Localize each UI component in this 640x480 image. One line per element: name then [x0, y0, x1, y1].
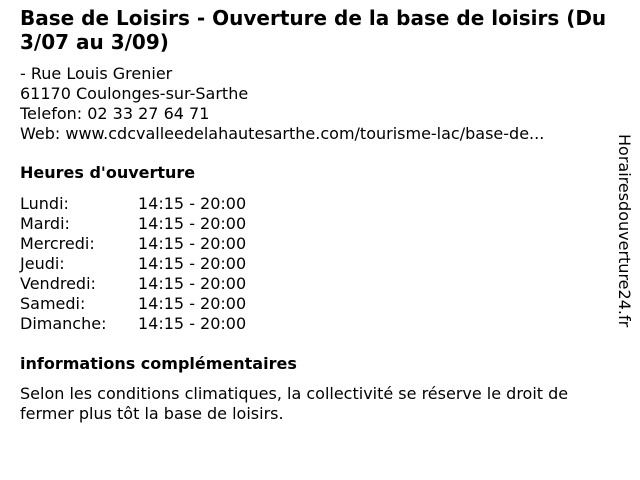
day-label: Dimanche:	[20, 314, 107, 333]
address-block	[20, 64, 610, 144]
time-range: 14:15 - 20:00	[138, 314, 247, 333]
hours-row-wednesday	[20, 234, 246, 254]
hours-heading: Heures d'ouverture	[20, 163, 196, 182]
time-range: 14:15 - 20:00	[138, 294, 247, 313]
time-range: 14:15 - 20:00	[138, 274, 247, 293]
street-line: - Rue Louis Grenier	[20, 64, 173, 83]
page-title: Base de Loisirs - Ouverture de la base de loisirs (Du 3/07 au 3/09)	[20, 6, 607, 54]
hours-row-friday	[20, 274, 246, 294]
time-range: 14:15 - 20:00	[138, 254, 247, 273]
day-label: Vendredi:	[20, 274, 96, 293]
time-range: 14:15 - 20:00	[138, 214, 247, 233]
info-text: Selon les conditions climatiques, la collectivité se réserve le droit de fermer plus tôt la base de loisirs.	[20, 384, 569, 423]
hours-row-sunday	[20, 314, 246, 334]
day-label: Mercredi:	[20, 234, 95, 253]
city-line: 61170 Coulonges-sur-Sarthe	[20, 84, 249, 103]
phone-line[interactable]: Telefon: 02 33 27 64 71	[20, 104, 210, 123]
side-watermark: Horairesdouverture24.fr	[615, 134, 634, 328]
day-label: Jeudi:	[20, 254, 65, 273]
hours-row-monday	[20, 194, 246, 214]
time-range: 14:15 - 20:00	[138, 234, 247, 253]
website-line[interactable]: Web: www.cdcvalleedelahautesarthe.com/tourisme-lac/base-de...	[20, 124, 545, 143]
day-label: Mardi:	[20, 214, 70, 233]
hours-row-saturday	[20, 294, 246, 314]
time-range: 14:15 - 20:00	[138, 194, 247, 213]
opening-hours-table	[20, 194, 246, 334]
info-heading: informations complémentaires	[20, 354, 297, 373]
hours-row-tuesday	[20, 214, 246, 234]
day-label: Samedi:	[20, 294, 86, 313]
day-label: Lundi:	[20, 194, 69, 213]
hours-row-thursday	[20, 254, 246, 274]
